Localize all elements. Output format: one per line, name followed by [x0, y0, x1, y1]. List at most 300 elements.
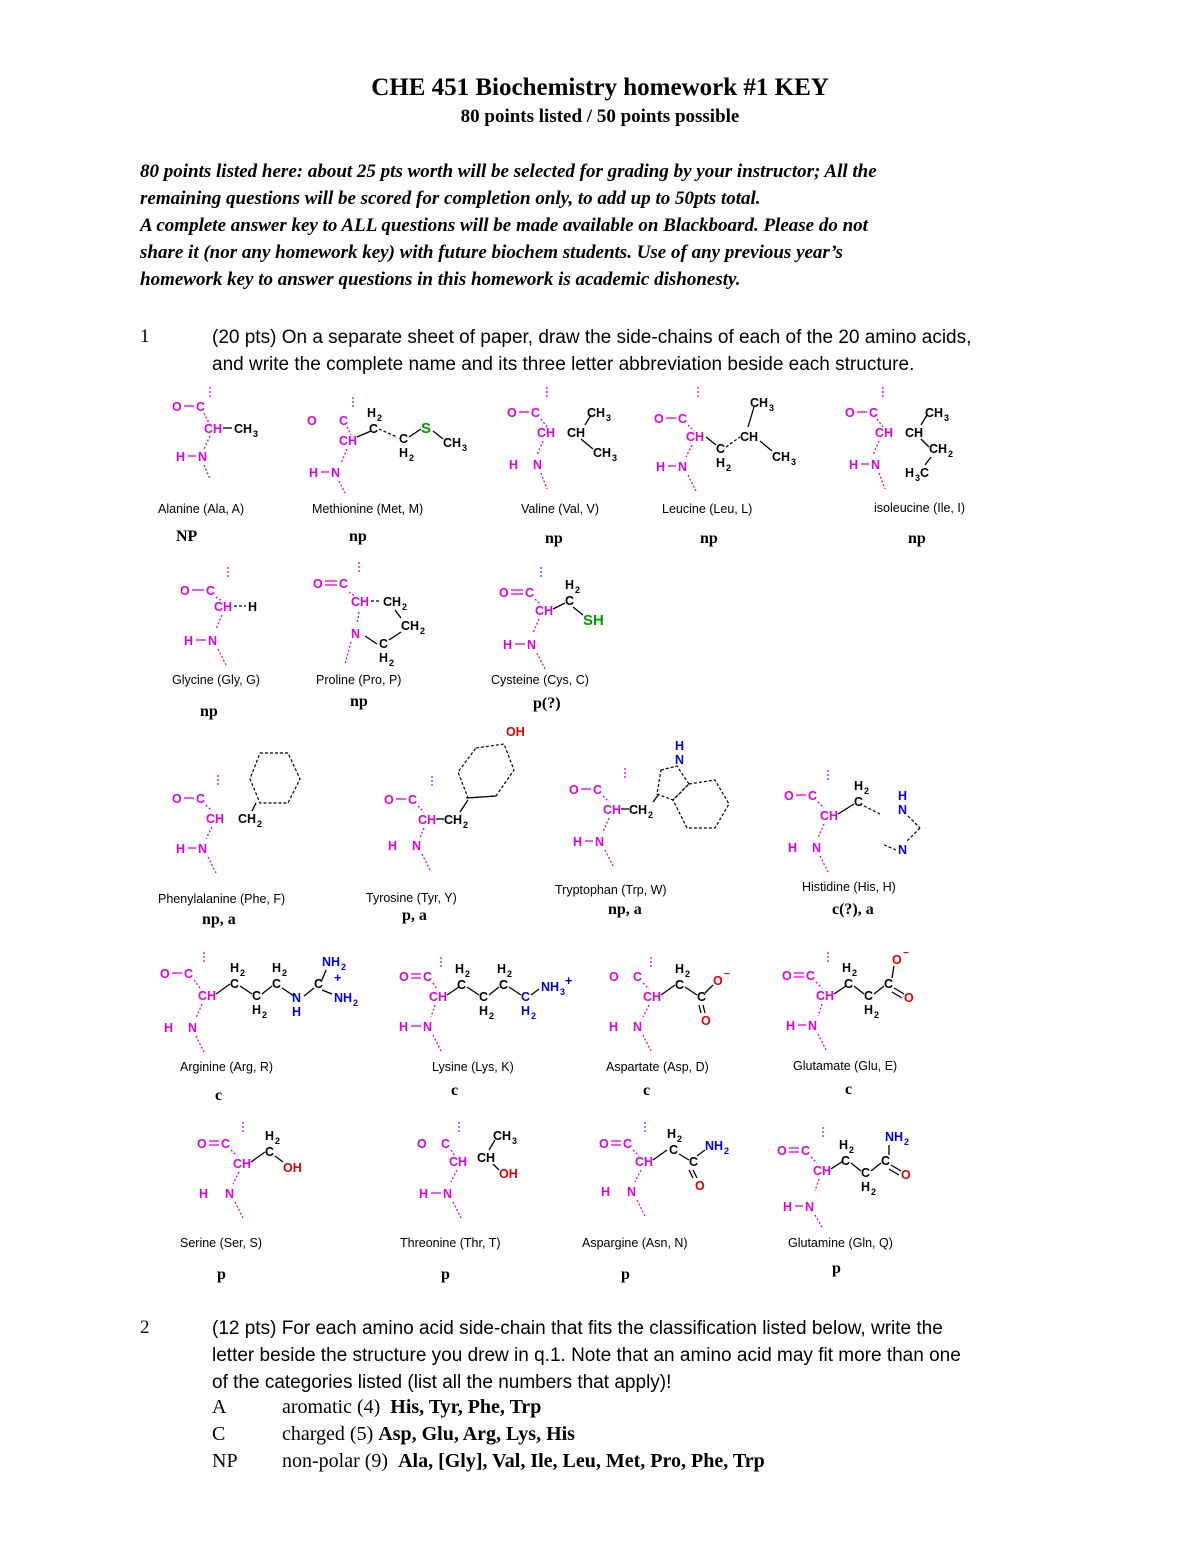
svg-text:CH: CH [740, 430, 759, 444]
svg-text:C: C [423, 970, 433, 984]
svg-text:2: 2 [240, 968, 246, 978]
svg-text:N: N [678, 460, 688, 474]
amino-acid-class: c [451, 1082, 459, 1099]
svg-text:O: O [417, 1137, 427, 1151]
svg-text:CH: CH [206, 812, 225, 826]
histidine-structure-drawing [780, 768, 950, 888]
amino-acid-class: NP [176, 528, 198, 545]
svg-text:C: C [841, 1154, 851, 1168]
svg-text:CH: CH [351, 595, 370, 609]
svg-text:H: H [675, 962, 685, 976]
svg-text:+: + [565, 974, 573, 988]
svg-text:CH: CH [629, 803, 648, 817]
tyrosine-structure-drawing [380, 720, 560, 880]
svg-text:2: 2 [341, 962, 347, 972]
svg-text:C: C [339, 577, 349, 591]
classification-description: non-polar (9) [282, 1450, 389, 1472]
amino-acid-class: p [621, 1266, 630, 1283]
intro-line-2: remaining questions will be scored for completion only, to add up to 50pts total. [140, 188, 761, 209]
svg-text:O: O [845, 406, 855, 420]
svg-text:N: N [595, 835, 605, 849]
svg-text:CH: CH [905, 426, 924, 440]
svg-text:2: 2 [507, 969, 513, 979]
tryptophan-structure-drawing [565, 738, 755, 878]
svg-text:2: 2 [852, 968, 858, 978]
amino-acid-class: np [350, 693, 368, 710]
svg-text:2: 2 [409, 453, 415, 463]
amino-acid-name: isoleucine (Ile, I) [874, 501, 966, 515]
page-title: CHE 451 Biochemistry homework #1 KEY [371, 74, 829, 101]
svg-text:CH: CH [429, 990, 448, 1004]
svg-text:CH: CH [587, 406, 606, 420]
svg-text:C: C [206, 584, 216, 598]
classification-answer: Asp, Glu, Arg, Lys, His [378, 1423, 575, 1445]
methionine-structure-drawing [305, 395, 495, 505]
svg-text:H: H [199, 1187, 209, 1201]
svg-text:O: O [569, 783, 579, 797]
svg-text:O: O [197, 1137, 207, 1151]
svg-text:CH: CH [813, 1164, 832, 1178]
svg-text:CH: CH [214, 600, 233, 614]
svg-text:2: 2 [275, 1136, 281, 1146]
svg-text:2: 2 [575, 585, 581, 595]
svg-text:N: N [198, 842, 208, 856]
glutamate-structure-drawing [780, 950, 940, 1060]
svg-text:C: C [675, 978, 685, 992]
amino-acid-class: np [200, 703, 218, 720]
svg-text:2: 2 [465, 969, 471, 979]
svg-text:−: − [903, 948, 909, 959]
amino-acid-name: Proline (Pro, P) [316, 673, 402, 687]
svg-text:H: H [656, 460, 666, 474]
svg-text:C: C [801, 1144, 811, 1158]
svg-text:H: H [419, 1187, 429, 1201]
amino-acid-name: Threonine (Thr, T) [400, 1236, 501, 1250]
svg-text:CH: CH [233, 1157, 252, 1171]
question-2-line-2: letter beside the structure you drew in q.1. Note that an amino acid may fit more than one [212, 1345, 961, 1366]
svg-text:O: O [399, 970, 409, 984]
svg-text:H: H [565, 578, 575, 592]
svg-text:H: H [176, 842, 186, 856]
amino-acid-name: Tryptophan (Trp, W) [555, 883, 667, 897]
svg-text:H: H [667, 1127, 677, 1141]
svg-text:CH: CH [443, 436, 462, 450]
svg-text:C: C [633, 970, 643, 984]
svg-text:CH: CH [418, 813, 437, 827]
intro-line-3: A complete answer key to ALL questions will be made available on Blackboard. Please do not [140, 215, 868, 236]
svg-text:CH: CH [643, 990, 662, 1004]
svg-text:C: C [864, 989, 874, 1003]
svg-text:H: H [455, 962, 465, 976]
amino-acid-class: np, a [608, 901, 642, 918]
svg-text:N: N [808, 1019, 818, 1033]
svg-text:2: 2 [724, 1146, 730, 1156]
amino-acid-name: Arginine (Arg, R) [180, 1060, 274, 1074]
svg-text:C: C [408, 793, 418, 807]
amino-acid-name: Tyrosine (Tyr, Y) [366, 891, 457, 905]
svg-text:O: O [701, 1014, 711, 1028]
svg-text:N: N [871, 458, 881, 472]
svg-text:O: O [384, 793, 394, 807]
svg-text:N: N [533, 458, 543, 472]
svg-text:2: 2 [948, 449, 954, 459]
svg-text:H: H [609, 1020, 619, 1034]
svg-text:N: N [198, 450, 208, 464]
svg-text:2: 2 [463, 820, 469, 830]
svg-text:2: 2 [677, 1134, 683, 1144]
svg-text:CH: CH [567, 426, 586, 440]
svg-text:CH: CH [383, 595, 402, 609]
svg-text:C: C [844, 977, 854, 991]
amino-acid-name: Methionine (Met, M) [312, 502, 424, 516]
svg-text:O: O [784, 789, 794, 803]
svg-text:OH: OH [506, 725, 525, 739]
svg-text:N: N [527, 638, 537, 652]
svg-text:C: C [457, 978, 467, 992]
glutamine-structure-drawing [775, 1125, 945, 1235]
svg-text:H: H [265, 1129, 275, 1143]
svg-text:N: N [412, 839, 422, 853]
svg-text:C: C [861, 1166, 871, 1180]
classification-description: aromatic (4) [282, 1396, 381, 1418]
svg-text:H: H [388, 839, 398, 853]
amino-acid-name: Cysteine (Cys, C) [491, 673, 589, 687]
svg-text:C: C [379, 637, 389, 651]
svg-text:2: 2 [377, 413, 383, 423]
svg-text:C: C [521, 990, 531, 1004]
svg-text:H: H [573, 835, 583, 849]
svg-text:O: O [901, 1168, 911, 1182]
svg-text:H: H [379, 651, 389, 665]
svg-text:H: H [292, 1005, 302, 1019]
svg-text:C: C [806, 969, 816, 983]
svg-text:H: H [164, 1021, 174, 1035]
svg-text:C: C [881, 1154, 891, 1168]
svg-text:H: H [252, 1003, 262, 1017]
svg-text:H: H [898, 789, 908, 803]
svg-text:H: H [905, 466, 915, 480]
svg-text:2: 2 [871, 1187, 877, 1197]
svg-text:2: 2 [389, 658, 395, 668]
question-2-line-1: (12 pts) For each amino acid side-chain that fits the classification listed below, write the [212, 1318, 943, 1339]
aspartate-structure-drawing [605, 955, 755, 1065]
svg-text:H: H [367, 406, 377, 420]
svg-text:H: H [509, 458, 519, 472]
question-2-line-3: of the categories listed (list all the numbers that apply)! [212, 1372, 672, 1393]
svg-text:3: 3 [560, 987, 566, 997]
intro-line-4: share it (nor any homework key) with future biochem students. Use of any previous year’s [140, 242, 843, 263]
amino-acid-name: Aspartate (Asp, D) [606, 1060, 709, 1074]
svg-text:H: H [399, 446, 409, 460]
svg-text:2: 2 [282, 968, 288, 978]
svg-text:CH: CH [925, 406, 944, 420]
svg-text:H: H [248, 600, 258, 614]
svg-text:H: H [842, 961, 852, 975]
isoleucine-structure-drawing [843, 385, 983, 495]
svg-text:N: N [225, 1187, 235, 1201]
svg-text:2: 2 [648, 810, 654, 820]
svg-text:−: − [724, 969, 730, 980]
classification-answer: Ala, [Gly], Val, Ile, Leu, Met, Pro, Phe, Trp [398, 1450, 765, 1472]
intro-line-5: homework key to answer questions in this homework is academic dishonesty. [140, 269, 741, 290]
amino-acid-class: p [217, 1266, 226, 1283]
threonine-structure-drawing [415, 1120, 555, 1230]
svg-text:CH: CH [686, 430, 705, 444]
svg-text:3: 3 [944, 413, 950, 423]
svg-text:C: C [669, 1143, 679, 1157]
svg-text:2: 2 [726, 463, 732, 473]
amino-acid-name: Valine (Val, V) [521, 502, 600, 516]
amino-acid-class: p [441, 1266, 450, 1283]
svg-text:CH: CH [750, 396, 769, 410]
svg-text:C: C [525, 586, 535, 600]
svg-text:C: C [623, 1137, 633, 1151]
svg-text:SH: SH [583, 612, 604, 629]
svg-text:NH: NH [705, 1139, 724, 1153]
amino-acid-name: Leucine (Leu, L) [662, 502, 753, 516]
svg-text:H: H [783, 1200, 793, 1214]
amino-acid-name: Glycine (Gly, G) [172, 673, 260, 687]
amino-acid-class: np, a [202, 911, 236, 928]
svg-text:CH: CH [816, 989, 835, 1003]
svg-text:S: S [421, 420, 432, 437]
svg-text:CH: CH [493, 1129, 512, 1143]
svg-text:CH: CH [477, 1151, 496, 1165]
amino-acid-class: p(?) [533, 695, 561, 712]
svg-text:N: N [812, 841, 822, 855]
svg-text:C: C [565, 594, 575, 608]
svg-text:N: N [633, 1020, 643, 1034]
svg-text:C: C [369, 422, 379, 436]
svg-text:CH: CH [238, 812, 257, 826]
svg-text:CH: CH [537, 426, 556, 440]
question-1-line-2: and write the complete name and its three letter abbreviation beside each structure. [212, 354, 915, 375]
svg-text:O: O [777, 1144, 787, 1158]
svg-text:CH: CH [593, 446, 612, 460]
svg-text:N: N [675, 753, 685, 767]
svg-text:H: H [786, 1019, 796, 1033]
amino-acid-class: p [832, 1260, 841, 1277]
svg-text:2: 2 [874, 1010, 880, 1020]
svg-text:H: H [399, 1020, 409, 1034]
svg-text:O: O [713, 974, 723, 988]
svg-text:C: C [884, 977, 894, 991]
svg-text:H: H [497, 962, 507, 976]
svg-text:O: O [172, 400, 182, 414]
intro-line-1: 80 points listed here: about 25 pts worth will be selected for grading by your instructor; All the [140, 161, 877, 182]
svg-text:O: O [599, 1137, 609, 1151]
svg-text:C: C [716, 442, 726, 456]
alanine-structure-drawing [160, 385, 280, 495]
classification-letter: C [212, 1423, 226, 1445]
svg-text:N: N [805, 1200, 815, 1214]
question-2-number: 2 [140, 1317, 150, 1338]
svg-text:2: 2 [531, 1011, 537, 1021]
svg-text:CH: CH [204, 422, 223, 436]
svg-text:NH: NH [334, 991, 353, 1005]
svg-text:OH: OH [283, 1161, 302, 1175]
svg-text:CH: CH [635, 1155, 654, 1169]
svg-text:2: 2 [849, 1145, 855, 1155]
amino-acid-class: c [215, 1087, 223, 1104]
svg-text:O: O [695, 1179, 705, 1193]
amino-acid-name: Alanine (Ala, A) [158, 502, 245, 516]
svg-text:C: C [196, 792, 206, 806]
svg-text:CH: CH [401, 619, 420, 633]
svg-text:O: O [313, 577, 323, 591]
svg-text:H: H [601, 1185, 611, 1199]
svg-text:C: C [221, 1137, 231, 1151]
svg-text:CH: CH [444, 813, 463, 827]
amino-acid-name: Phenylalanine (Phe, F) [158, 892, 286, 906]
classification-answer: His, Tyr, Phe, Trp [390, 1396, 542, 1418]
svg-text:H: H [521, 1004, 531, 1018]
svg-text:H: H [272, 961, 282, 975]
svg-text:2: 2 [685, 969, 691, 979]
svg-text:3: 3 [606, 413, 612, 423]
svg-text:N: N [443, 1187, 453, 1201]
amino-acid-class: np [349, 528, 367, 545]
svg-text:2: 2 [489, 1011, 495, 1021]
svg-text:2: 2 [353, 998, 359, 1008]
svg-text:C: C [399, 432, 409, 446]
amino-acid-name: Glutamate (Glu, E) [793, 1059, 898, 1073]
svg-text:NH: NH [541, 980, 560, 994]
svg-text:C: C [252, 989, 262, 1003]
amino-acid-name: Histidine (His, H) [802, 880, 896, 894]
svg-text:2: 2 [402, 602, 408, 612]
svg-text:C: C [920, 466, 930, 480]
svg-text:3: 3 [512, 1136, 518, 1146]
svg-text:O: O [307, 414, 317, 428]
svg-text:H: H [854, 779, 864, 793]
svg-text:H: H [839, 1138, 849, 1152]
svg-text:H: H [309, 466, 319, 480]
svg-text:C: C [479, 990, 489, 1004]
svg-text:O: O [499, 586, 509, 600]
svg-text:C: C [499, 978, 509, 992]
svg-text:O: O [904, 991, 914, 1005]
asparagine-structure-drawing [597, 1120, 757, 1230]
svg-text:C: C [230, 977, 240, 991]
svg-text:H: H [788, 841, 798, 855]
svg-text:CH: CH [449, 1155, 468, 1169]
svg-text:C: C [531, 406, 541, 420]
svg-text:CH: CH [198, 989, 217, 1003]
svg-text:+: + [334, 971, 342, 985]
svg-text:N: N [898, 803, 908, 817]
svg-text:C: C [265, 1145, 275, 1159]
svg-text:O: O [782, 969, 792, 983]
svg-text:CH: CH [820, 809, 839, 823]
svg-text:O: O [892, 953, 902, 967]
svg-text:3: 3 [462, 443, 468, 453]
svg-text:H: H [230, 961, 240, 975]
svg-text:NH: NH [885, 1130, 904, 1144]
svg-text:N: N [292, 991, 302, 1005]
svg-text:H: H [503, 638, 513, 652]
svg-text:C: C [196, 400, 206, 414]
svg-text:CH: CH [234, 422, 253, 436]
svg-text:O: O [609, 970, 619, 984]
svg-text:H: H [864, 1003, 874, 1017]
svg-text:3: 3 [612, 453, 618, 463]
svg-text:H: H [184, 634, 194, 648]
proline-structure-drawing [305, 560, 445, 675]
svg-text:NH: NH [322, 955, 341, 969]
classification-letter: NP [212, 1450, 238, 1472]
svg-text:O: O [172, 792, 182, 806]
svg-text:2: 2 [262, 1010, 268, 1020]
svg-text:N: N [898, 843, 908, 857]
svg-text:O: O [507, 406, 517, 420]
amino-acid-name: Glutamine (Gln, Q) [788, 1236, 893, 1250]
amino-acid-class: np [908, 530, 926, 547]
glycine-structure-drawing [170, 565, 290, 675]
svg-text:C: C [184, 967, 194, 981]
svg-text:CH: CH [603, 803, 622, 817]
svg-text:C: C [854, 795, 864, 809]
svg-text:2: 2 [904, 1137, 910, 1147]
amino-acid-class: c [643, 1082, 651, 1099]
svg-text:C: C [593, 783, 603, 797]
svg-text:C: C [441, 1137, 451, 1151]
svg-text:3: 3 [769, 403, 775, 413]
svg-text:C: C [678, 412, 688, 426]
svg-text:CH: CH [535, 604, 554, 618]
svg-text:CH: CH [929, 442, 948, 456]
cysteine-structure-drawing [495, 565, 635, 675]
svg-text:C: C [339, 414, 349, 428]
amino-acid-class: np [700, 530, 718, 547]
svg-text:OH: OH [499, 1167, 518, 1181]
svg-text:CH: CH [339, 434, 358, 448]
question-1-line-1: (20 pts) On a separate sheet of paper, draw the side-chains of each of the 20 amino acids, [212, 327, 972, 348]
svg-text:C: C [697, 990, 707, 1004]
svg-text:N: N [188, 1021, 198, 1035]
svg-text:2: 2 [864, 786, 870, 796]
svg-text:N: N [423, 1020, 433, 1034]
svg-text:C: C [689, 1155, 699, 1169]
svg-text:2: 2 [257, 819, 263, 829]
svg-text:N: N [351, 627, 361, 641]
amino-acid-name: Serine (Ser, S) [180, 1236, 262, 1250]
svg-text:H: H [675, 739, 685, 753]
svg-text:3: 3 [253, 429, 259, 439]
page-subtitle: 80 points listed / 50 points possible [460, 106, 740, 127]
valine-structure-drawing [505, 385, 645, 495]
amino-acid-class: c(?), a [832, 901, 874, 918]
classification-letter: A [212, 1396, 227, 1418]
arginine-structure-drawing [158, 950, 388, 1065]
svg-text:C: C [314, 977, 324, 991]
svg-text:CH: CH [875, 426, 894, 440]
amino-acid-class: p, a [402, 907, 427, 924]
svg-text:O: O [160, 967, 170, 981]
svg-text:H: H [861, 1180, 871, 1194]
leucine-structure-drawing [650, 385, 820, 495]
amino-acid-class: np [545, 530, 563, 547]
amino-acid-name: Aspargine (Asn, N) [582, 1236, 688, 1250]
amino-acid-class: c [845, 1081, 853, 1098]
svg-text:N: N [208, 634, 218, 648]
svg-text:2: 2 [420, 626, 426, 636]
svg-text:H: H [849, 458, 859, 472]
svg-text:O: O [654, 412, 664, 426]
amino-acid-name: Lysine (Lys, K) [432, 1060, 514, 1074]
svg-text:H: H [176, 450, 186, 464]
phenylalanine-structure-drawing [160, 745, 320, 885]
